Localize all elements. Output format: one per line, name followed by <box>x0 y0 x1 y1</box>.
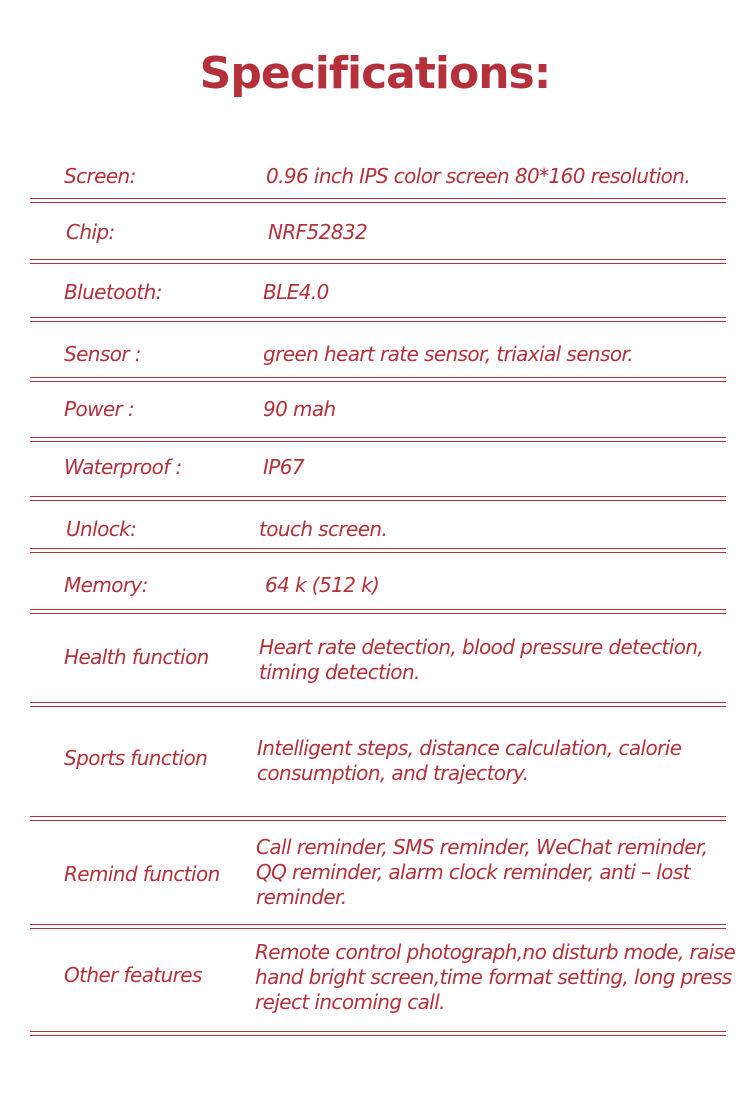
spec-label-sports-function: Sports function <box>64 746 208 770</box>
spec-value-line: Intelligent steps, distance calculation, calorie <box>257 736 682 760</box>
spec-value-line: reject incoming call. <box>255 990 445 1014</box>
spec-value-line: consumption, and trajectory. <box>257 761 529 785</box>
row-divider <box>30 609 726 614</box>
spec-value-memory <box>265 573 379 598</box>
spec-label-other-features: Other features <box>64 963 202 987</box>
spec-value-line: hand bright screen,time format setting, long press <box>255 965 732 989</box>
spec-value-line: touch screen. <box>259 517 388 541</box>
row-divider <box>30 317 726 322</box>
spec-value-sports-function <box>257 736 681 786</box>
spec-label-health-function: Health function <box>64 645 209 669</box>
row-divider <box>30 377 726 382</box>
spec-value-line: green heart rate sensor, triaxial sensor. <box>263 342 633 366</box>
spec-value-remind-function <box>256 835 708 910</box>
row-divider <box>30 548 726 553</box>
spec-value-line: 64 k (512 k) <box>265 573 380 597</box>
spec-value-line: NRF52832 <box>268 220 368 244</box>
spec-value-power <box>263 397 336 422</box>
spec-value-line: 90 mah <box>263 397 336 421</box>
spec-value-line: 0.96 inch IPS color screen 80*160 resolution. <box>266 164 691 188</box>
row-divider <box>30 702 726 707</box>
spec-value-line: BLE4.0 <box>263 280 329 304</box>
spec-label-bluetooth: Bluetooth: <box>64 280 162 304</box>
spec-label-waterproof: Waterproof : <box>64 455 182 479</box>
row-divider <box>30 1031 726 1036</box>
spec-value-other-features <box>255 940 735 1015</box>
row-divider <box>30 437 726 442</box>
row-divider <box>30 816 726 821</box>
spec-label-unlock: Unlock: <box>66 517 137 541</box>
spec-value-health-function <box>259 635 703 685</box>
spec-value-line: timing detection. <box>259 660 420 684</box>
spec-label-remind-function: Remind function <box>64 862 220 886</box>
row-divider <box>30 496 726 501</box>
spec-value-line: Call reminder, SMS reminder, WeChat reminder, <box>256 835 708 859</box>
spec-value-screen <box>266 164 690 189</box>
spec-label-sensor: Sensor : <box>64 342 141 366</box>
spec-value-sensor <box>263 342 633 367</box>
row-divider <box>30 259 726 264</box>
spec-value-line: QQ reminder, alarm clock reminder, anti – lost <box>256 860 690 884</box>
spec-label-memory: Memory: <box>64 573 148 597</box>
spec-label-chip: Chip: <box>66 220 115 244</box>
spec-value-unlock <box>259 517 387 542</box>
page-title: Specifications: <box>199 48 551 99</box>
spec-value-line: Remote control photograph,no disturb mode, raise <box>255 940 736 964</box>
spec-value-line: reminder. <box>256 885 347 909</box>
row-divider <box>30 198 726 203</box>
spec-value-bluetooth <box>263 280 329 305</box>
spec-value-waterproof <box>263 455 304 480</box>
spec-value-line: Heart rate detection, blood pressure detection, <box>259 635 704 659</box>
spec-label-screen: Screen: <box>64 164 136 188</box>
spec-label-power: Power : <box>64 397 135 421</box>
spec-value-line: IP67 <box>263 455 305 479</box>
spec-value-chip <box>268 220 367 245</box>
row-divider <box>30 924 726 929</box>
